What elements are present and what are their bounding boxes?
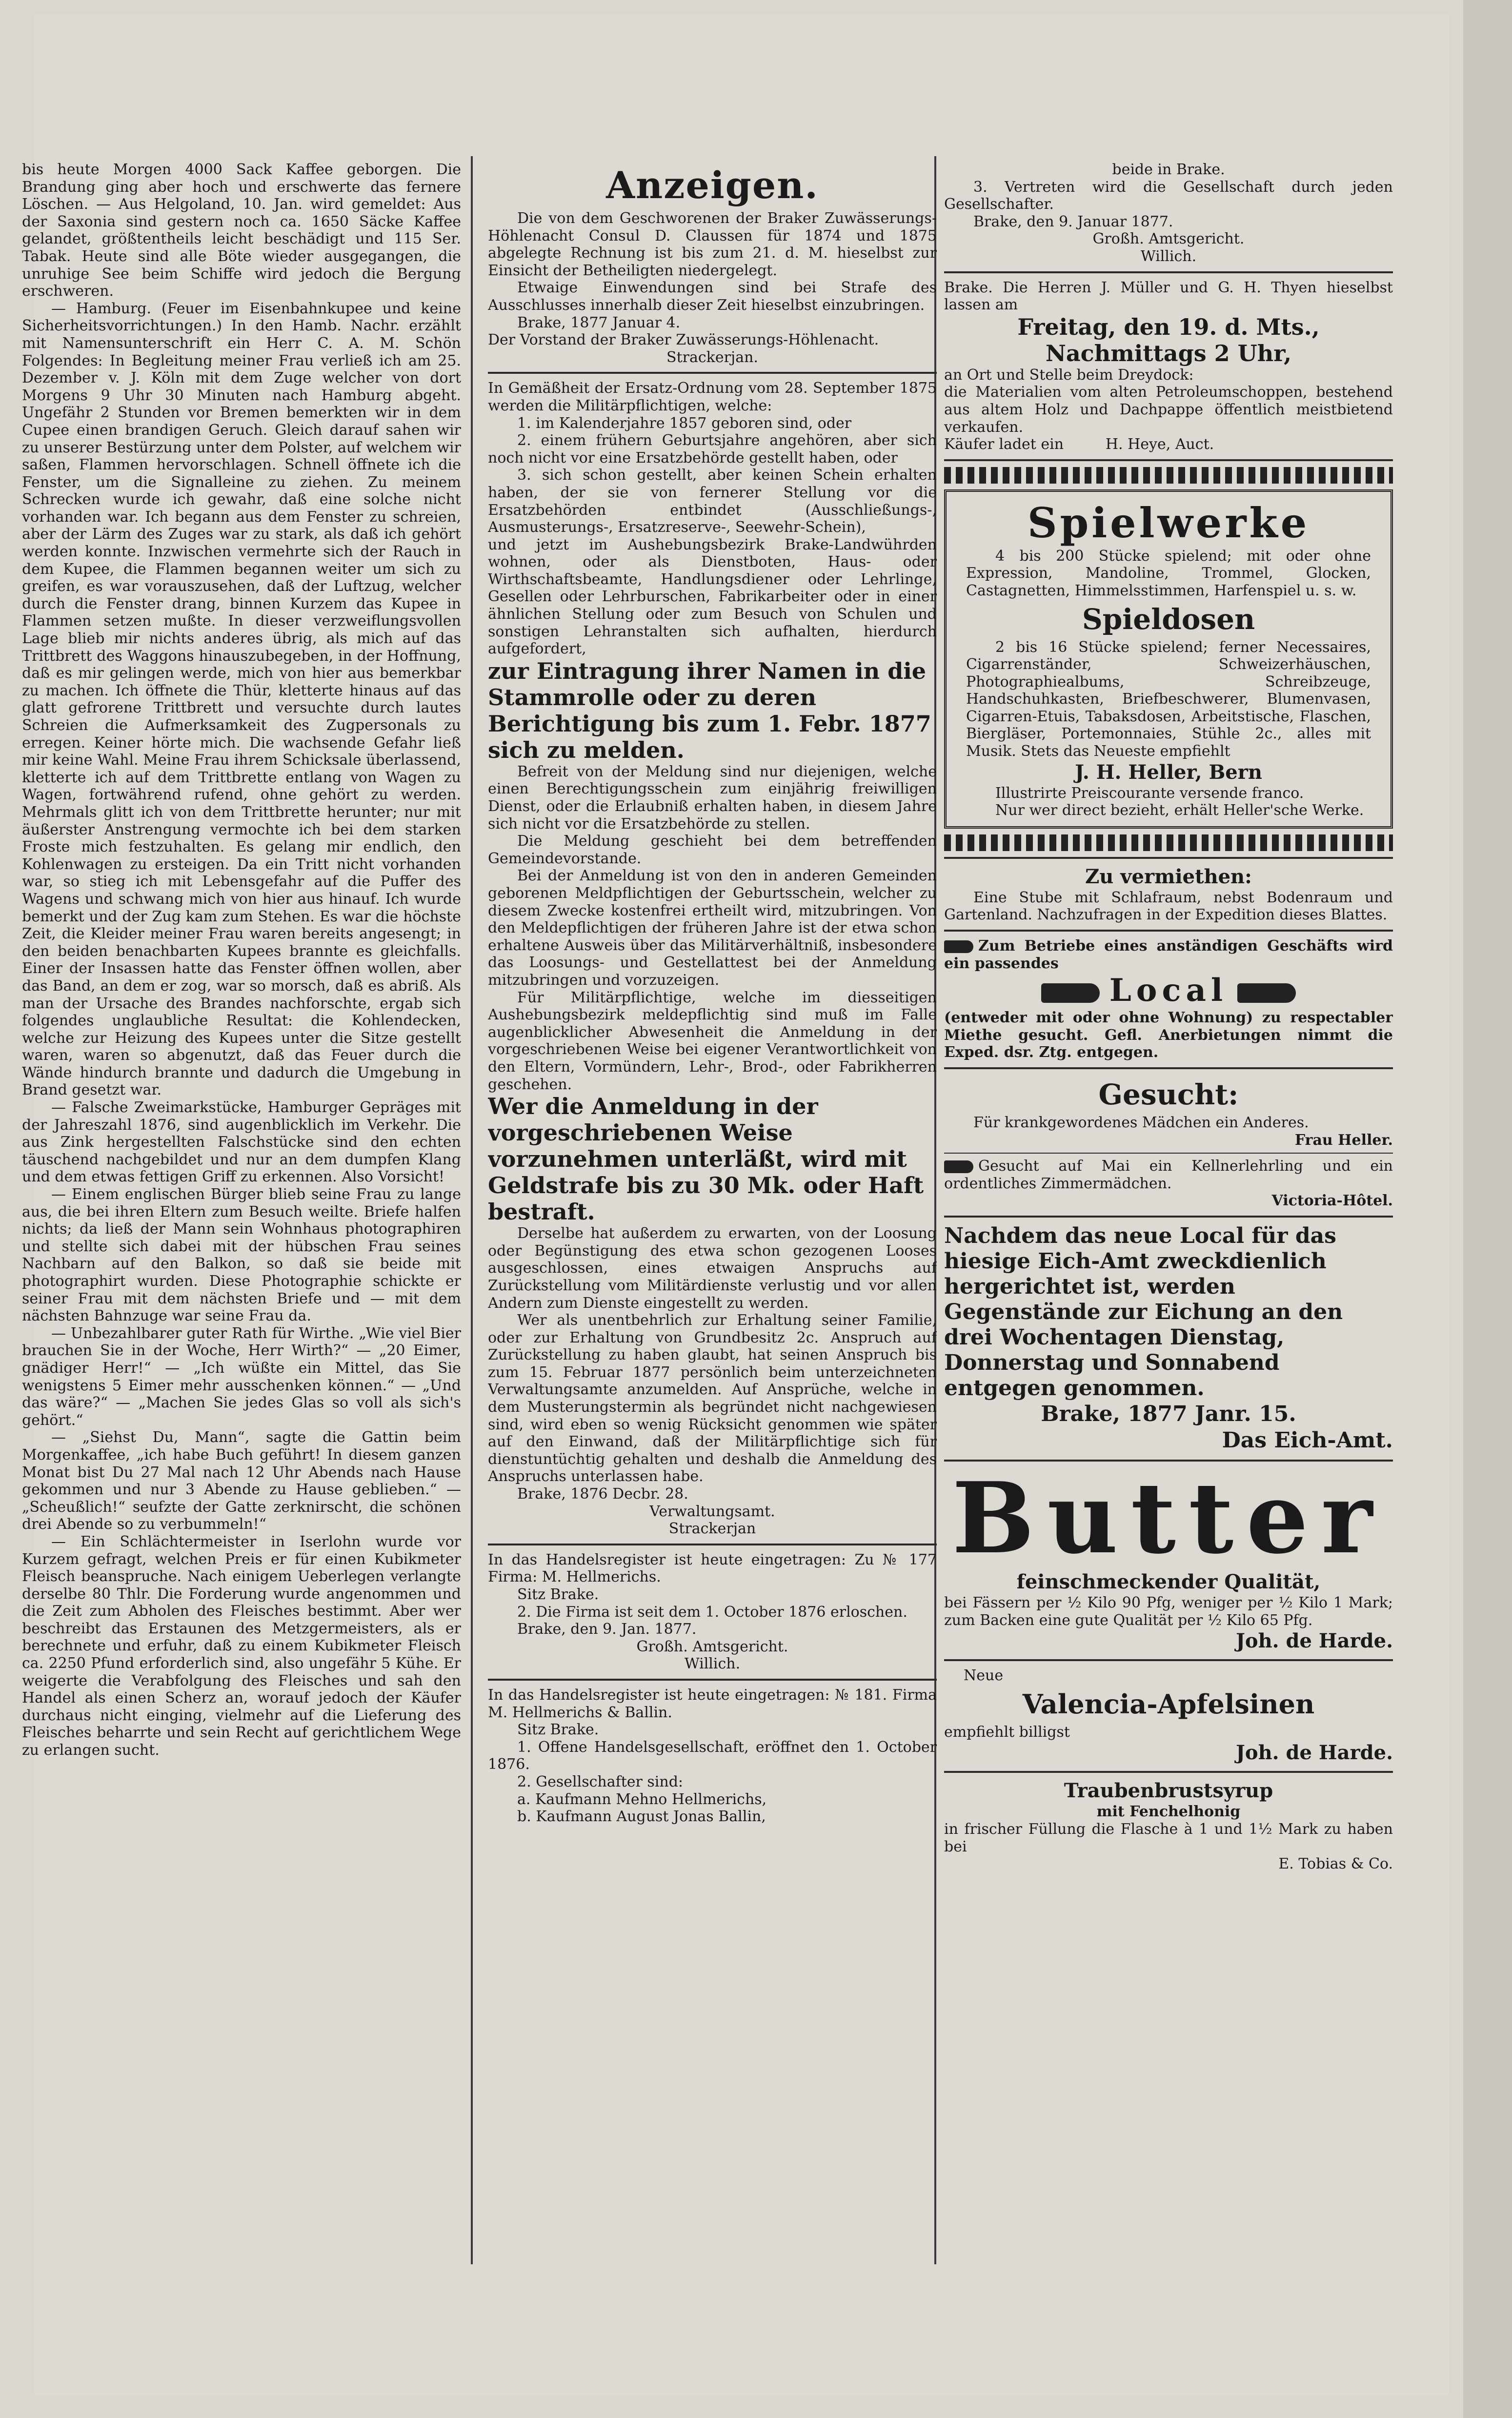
- local-word: Local: [1109, 972, 1228, 1009]
- auction-signature: H. Heye, Auct.: [1105, 436, 1214, 453]
- ad-text: Eine Stube mit Schlafraum, nebst Bodenraum und Gartenland. Nachzufragen in der Expedition dieses Blattes.: [944, 889, 1393, 924]
- ad-text: Illustrirte Preiscourante versende franco.: [995, 784, 1304, 802]
- ad-text: (entweder mit oder ohne Wohnung) zu respectabler Miethe gesucht. Gefl. Anerbietungen nimmt die Exped. dsr. Ztg. entgegen.: [944, 1009, 1393, 1061]
- divider: [944, 1153, 1393, 1154]
- ad-text: bei Fässern per ½ Kilo 90 Pfg, weniger per ½ Kilo 1 Mark; zum Backen eine gute Qualität per ½ Kilo 65 Pfg.: [944, 1594, 1393, 1629]
- notice-item: 2. einem frühern Geburtsjahre angehören, aber sich noch nicht vor eine Ersatzbehörde gestellt haben, oder: [488, 432, 937, 467]
- divider: [488, 1679, 937, 1681]
- notice-text: Befreit von der Meldung sind nur diejenigen, welche einen Berechtigungsschein zum einjährig freiwilligen Dienst, oder die Erlaubniß erhalten haben, in diesem Jahre sich nicht vor die Ersatzbehörde zu stellen.: [488, 763, 937, 833]
- spielwerke-ad: [944, 489, 1393, 829]
- news-column: [22, 161, 461, 2259]
- notice-item: b. Kaufmann August Jonas Ballin,: [517, 1808, 766, 1826]
- ad-text: in frischer Füllung die Flasche à 1 und 1½ Mark zu haben bei: [944, 1820, 1393, 1855]
- notice-item: 2. Die Firma ist seit dem 1. October 1876 erloschen.: [517, 1603, 907, 1621]
- notice-text: Bei der Anmeldung ist von den in anderen Gemeinden geborenen Meldpflichtigen der Geburtsschein, welcher zu diesem Zwecke kostenfrei ertheilt wird, mitzubringen. Von den Meldepflichtigen der früheren Jahre ist der etwa schon erhaltene Ausweis über das Militärverhältniß, insbesondere das Loosungs- und Gestellattest bei der Anmeldung mitzubringen und vorzuzeigen.: [488, 867, 937, 989]
- notice-text: In Gemäßheit der Ersatz-Ordnung vom 28. September 1875 werden die Militärpflichtigen, welche:: [488, 380, 937, 414]
- ads-column-middle: [488, 161, 937, 2308]
- notice-text: Wer als unentbehrlich zur Erhaltung seiner Familie, oder zur Erhaltung von Grundbesitz 2c. Anspruch auf Zurückstellung zu haben glaubt, hat seinen Anspruch bis zum 15. Februar 1877 persönlich beim unterzeichneten Verwaltungsamte anzumelden. Auf Ansprüche, welche in dem Musterungstermin als begründet nicht nachgewiesen sind, wird eben so wenig Rücksicht genommen wie später auf den Einwand, daß der Militärpflichtige sich für dienstuntüchtig gehalten und deshalb die Anmeldung des Anspruchs unterlassen habe.: [488, 1312, 937, 1485]
- notice-text: In das Handelsregister ist heute eingetragen: Zu № 177 Firma: M. Hellmerichs.: [488, 1551, 937, 1586]
- notice-text: Derselbe hat außerdem zu erwarten, von der Loosung oder Begünstigung des etwa schon gezogenen Looses ausgeschlossen, eines etwaigen Anspruchs auf Zurückstellung vom Militärdienste verlustig und vor allen Andern zum Dienste eingestellt zu werden.: [488, 1225, 937, 1312]
- page-edge: [1463, 0, 1512, 2418]
- notice-signature: Strackerjan.: [666, 348, 758, 366]
- notice-text: Die Meldung geschieht bei dem betreffenden Gemeindevorstande.: [488, 833, 937, 867]
- news-paragraph: — Falsche Zweimarkstücke, Hamburger Gepräges mit der Jahreszahl 1876, sind augenblicklich im Verkehr. Die aus Zink hergestellten Falschstücke sind den echten täuschend nachgebildet und nur an dem dumpfen Klang und dem etwas fettigen Griff zu erkennen. Also Vorsicht!: [22, 1099, 461, 1186]
- divider: [944, 1659, 1393, 1661]
- divider: [944, 1067, 1393, 1069]
- ad-title: Gesucht:: [1098, 1078, 1239, 1111]
- ad-title: Spieldosen: [1082, 602, 1255, 636]
- ad-signature: E. Tobias & Co.: [1278, 1855, 1393, 1873]
- ads-column-right: [944, 161, 1393, 2308]
- notice-date: Brake, den 9. Jan. 1877.: [517, 1621, 697, 1638]
- local-word-row: [944, 972, 1393, 1009]
- news-paragraph: — Ein Schlächtermeister in Iserlohn wurde vor Kurzem gefragt, welchen Preis er für einen Kubikmeter Fleisch beanspruche. Nach einigem Ueberlegen verlangte derselbe 80 Thlr. Die Forderung wurde angenommen und die Zeit zum Abholen des Fleisches bestimmt. Aber wer beschreibt das Erstaunen des Metzgermeisters, als er berechnete und erfuhr, daß zu einem Kubikmeter Fleisch ca. 2250 Pfund erforderlich sind, also ungefähr 5 Kühe. Er weigerte die Verabfolgung des Fleisches und sah den Handel als einen Scherz an, worauf jedoch der Käufer durchaus nicht einging, vielmehr auf die Lieferung des Fleisches beharrte und sein Recht auf gerichtlichem Wege zu erlangen sucht.: [22, 1533, 461, 1759]
- column-rule: [471, 156, 473, 2264]
- ad-title: Valencia-Apfelsinen: [1022, 1688, 1315, 1720]
- notice-text: In das Handelsregister ist heute eingetragen: № 181. Firma M. Hellmerichs & Ballin.: [488, 1686, 937, 1721]
- ad-firm: J. H. Heller, Bern: [1075, 760, 1262, 784]
- notice-date: Brake, den 9. Januar 1877.: [973, 213, 1173, 230]
- pointing-hand-icon: [944, 1160, 973, 1173]
- ad-text: Nur wer direct bezieht, erhält Heller'sche Werke.: [995, 802, 1364, 819]
- notice-signature: Strackerjan: [668, 1520, 756, 1538]
- ad-signature: Das Eich-Amt.: [1222, 1427, 1393, 1453]
- notice-signature: Der Vorstand der Braker Zuwässerungs-Höhlenacht.: [488, 331, 879, 349]
- ad-signature: Frau Heller.: [1294, 1131, 1393, 1149]
- ad-signature: Victoria-Hôtel.: [1271, 1192, 1393, 1210]
- auction-text: die Materialien vom alten Petroleumschoppen, bestehend aus altem Holz und Dachpappe öffentlich meistbietend verkaufen.: [944, 384, 1393, 436]
- ad-title: Spielwerke: [1027, 498, 1310, 547]
- ad-subtitle: feinschmeckender Qualität,: [1016, 1570, 1321, 1593]
- news-paragraph: — Einem englischen Bürger blieb seine Frau zu lange aus, die bei ihren Eltern zum Besuch weilte. Briefe halfen nichts; da ließ der Mann sein Wohnhaus photographiren und stellte sich dabei mit der hübschen Frau seines Nachbarn auf den Balkon, so daß sie beide mit photographirt wurden. Diese Photographie schickte er seiner Frau mit dem nächsten Briefe und — mit dem nächsten Bahnzuge war seine Frau da.: [22, 1186, 461, 1325]
- divider: [944, 459, 1393, 461]
- notice-item: 1. Offene Handelsgesellschaft, eröffnet den 1. October 1876.: [488, 1738, 937, 1773]
- auction-invite: Käufer ladet ein: [944, 436, 1064, 453]
- news-paragraph: — „Siehst Du, Mann“, sagte die Gattin beim Morgenkaffee, „ich habe Buch geführt! In diesem ganzen Monat bist Du 27 Mal nach 12 Uhr Abends nach Hause gekommen und nur 3 Abende zu Hause geblieben.“ — „Scheußlich!“ seufzte der Gatte zerknirscht, die schönen drei Abende so zu verbummeln!“: [22, 1429, 461, 1533]
- news-paragraph: — Unbezahlbarer guter Rath für Wirthe. „Wie viel Bier brauchen Sie in der Woche, Herr Wirth?“ — „20 Eimer, gnädiger Herr!“ — „Ich wüßte ein Mittel, das Sie wenigstens 5 Eimer mehr ausschenken können.“ — „Und das wäre?“ — „Machen Sie jedes Glas so voll als sich's gehört.“: [22, 1324, 461, 1429]
- section-heading: Anzeigen.: [606, 163, 819, 207]
- notice-date: Brake, 1877 Januar 4.: [517, 314, 681, 331]
- ad-date: Brake, 1877 Janr. 15.: [1041, 1401, 1296, 1426]
- ad-text: 4 bis 200 Stücke spielend; mit oder ohne Expression, Mandoline, Trommel, Glocken, Castagnetten, Himmelsstimmen, Harfenspiel u. s. w.: [966, 547, 1371, 599]
- local-intro: Zum Betriebe eines anständigen Geschäfts wird ein passendes: [944, 937, 1393, 972]
- ad-text: [944, 937, 1393, 972]
- ad-text: empfiehlt billigst: [944, 1723, 1070, 1741]
- notice-signature: Großh. Amtsgericht.: [1092, 230, 1245, 248]
- ornament-border: [944, 467, 1393, 484]
- notice-item: a. Kaufmann Mehno Hellmerichs,: [517, 1790, 767, 1808]
- notice-signature: Willich.: [684, 1655, 741, 1673]
- notice-item: 3. sich schon gestellt, aber keinen Schein erhalten haben, der sie von fernerer Stellung vor die Ersatzbehörden entbindet (Ausschließungs-, Ausmusterungs-, Ersatzreserve-, Seewehr-Schein),: [488, 467, 937, 536]
- auction-text: Brake. Die Herren J. Müller und G. H. Thyen hieselbst lassen am: [944, 279, 1393, 314]
- divider: [488, 1544, 937, 1545]
- ad-text: Neue: [964, 1667, 1004, 1685]
- pointing-hand-icon: [944, 940, 973, 953]
- news-paragraph: — Hamburg. (Feuer im Eisenbahnkupee und keine Sicherheitsvorrichtungen.) In den Hamb. Nachr. erzählt mit Namensunterschrift ein Herr C. A. M. Schön Folgendes: In Begleitung meiner Frau verließ ich am 25. Dezember v. J. Köln mit dem Zuge welcher von dort Morgens 9 Uhr 30 Minuten nach Hamburg abgeht. Ungefähr 2 Stunden vor Bremen bemerkten wir in dem Cupee einen brandigen Geruch. Gleich darauf sahen wir zu unserer Bestürzung unter dem Polster, auf welchem wir saßen, Flammen hervorschlagen. Schnell öffnete ich die Fenster, um die Signalleine zu ziehen. Zu meinem Schrecken wurde ich gewahr, daß eine solche nicht vorhanden war. Ich begann aus dem Fenster zu schreien, aber der Lärm des Zuges war zu stark, als daß ich gehört werden konnte. Inzwischen vermehrte sich der Rauch in dem Kupee, die Flammen begannen weiter um sich zu greifen, es war vorauszusehen, daß der Luftzug, welcher durch die Fenster drang, binnen Kurzem das Kupee in Flammen setzen mußte. In dieser verzweiflungsvollen Lage blieb mir nichts anderes übrig, als mich auf das Trittbrett des Waggons hinauszubegeben, in der Hoffnung, daß es mir gelingen werde, mich von hier aus bemerkbar zu machen. Ich öffnete die Thür, kletterte hinaus auf das glatt gefrorene Trittbrett und versuchte durch lautes Schreien die Aufmerksamkeit des Zugpersonals zu erregen. Keiner hörte mich. Die wachsende Gefahr ließ mir keine Wahl. Meine Frau ihrem Schicksale überlassend, kletterte ich auf dem Trittbrette entlang von Wagen zu Wagen, fortwährend rufend, ohne gehört zu werden. Mehrmals glitt ich von dem Trittbrette herunter; nur mit äußerster Anstrengung vermochte ich bei dem starken Froste mich festzuhalten. Es gelang mir endlich, den Kohlenwagen zu ersteigen. Da ein Tritt nicht vorhanden war, so stieg ich mit Lebensgefahr auf die Puffer des Wagens und schwang mich von hier aus hinauf. Ich wurde bemerkt und der Zug kam zum Stehen. Es war die höchste Zeit, die Kleider meiner Frau waren bereits angesengt; in den beiden benachbarten Kupees brannte es gleichfalls. Einer der Insassen hatte das Fenster öffnen wollen, aber das Band, an dem er zog, war so morsch, daß es abriß. Als man der Ursache des Brandes nachforschte, ergab sich folgendes unglaubliche Resultat: die Kohlendecken, welche zur Heizung des Kupees unter die Sitze gestellt waren, waren so abgenutzt, daß das Feuer durch die Wände hindurch brannte und dadurch die Umgebung in Brand gesetzt war.: [22, 300, 461, 1099]
- notice-text: Sitz Brake.: [517, 1586, 599, 1603]
- notice-date: Brake, 1876 Decbr. 28.: [517, 1485, 688, 1503]
- notice-text: Die von dem Geschworenen der Braker Zuwässerungs-Höhlenacht Consul D. Claussen für 1874 und 1875 abgelegte Rechnung ist bis zum 21. d. M. hieselbst zur Einsicht der Betheiligten niedergelegt.: [488, 210, 937, 279]
- notice-bold: zur Eintragung ihrer Namen in die Stammrolle oder zu deren Berichtigung bis zum 1. Febr. 1877 sich zu melden.: [488, 657, 931, 763]
- ad-text: 2 bis 16 Stücke spielend; ferner Necessaires, Cigarrenständer, Schweizerhäuschen, Photographiealbums, Schreibzeuge, Handschuhkasten, Briefbeschwerer, Blumenvasen, Cigarren-Etuis, Tabaksdosen, Arbeitstische, Flaschen, Biergläser, Portemonnaies, Stühle 2c., alles mit Musik. Stets das Neueste empfiehlt: [966, 638, 1371, 760]
- notice-signature: Verwaltungsamt.: [649, 1503, 775, 1520]
- notice-item: 1. im Kalenderjahre 1857 geboren sind, oder: [517, 414, 852, 432]
- auction-text: an Ort und Stelle beim Dreydock:: [944, 366, 1194, 384]
- notice-signature: Willich.: [1140, 247, 1197, 265]
- notice-signature: Großh. Amtsgericht.: [636, 1638, 788, 1655]
- pointing-hand-icon: [1237, 983, 1296, 1003]
- notice-text: 3. Vertreten wird die Gesellschaft durch jeden Gesellschafter.: [944, 178, 1393, 213]
- notice-bold: Wer die Anmeldung in der vorgeschriebenen Weise vorzunehmen unterläßt, wird mit Geldstrafe bis zu 30 Mk. oder Haft bestraft.: [488, 1093, 924, 1225]
- divider: [944, 271, 1393, 273]
- auction-date: Freitag, den 19. d. Mts., Nachmittags 2 Uhr,: [1017, 313, 1320, 366]
- notice-text: Etwaige Einwendungen sind bei Strafe des Ausschlusses innerhalb dieser Zeit hieselbst einzubringen.: [488, 279, 937, 314]
- pointing-hand-icon: [1041, 983, 1100, 1003]
- divider: [944, 1771, 1393, 1773]
- divider: [944, 1216, 1393, 1218]
- divider: [944, 857, 1393, 859]
- ad-signature: Joh. de Harde.: [1235, 1629, 1393, 1653]
- news-paragraph: bis heute Morgen 4000 Sack Kaffee geborgen. Die Brandung ging aber hoch und erschwerte das fernere Löschen. — Aus Helgoland, 10. Jan. wird gemeldet: Aus der Saxonia sind gestern noch ca. 1650 Säcke Kaffee gelandet, größtentheils leicht beschädigt und 115 Ser. Tabak. Heute sind alle Böte wieder ausgegangen, die unruhige See beim Schiffe wird jedoch die Bergung erschweren.: [22, 161, 461, 300]
- ad-title: Traubenbrustsyrup: [1064, 1779, 1273, 1803]
- auction-text: [944, 436, 1393, 453]
- ad-text: Für krankgewordenes Mädchen ein Anderes.: [973, 1114, 1309, 1131]
- notice-text: Für Militärpflichtige, welche im diesseitigen Aushebungsbezirk meldepflichtig sind muß im Falle augenblicklicher Abwesenheit die Anmeldung in der vorgeschriebenen Weise bei eigener Verantwortlichkeit von den Eltern, Vormündern, Lehr-, Brod-, oder Fabrikherren geschehen.: [488, 989, 937, 1093]
- ad-text: [944, 1158, 1393, 1192]
- wanted-text: Gesucht auf Mai ein Kellnerlehrling und ein ordentliches Zimmermädchen.: [944, 1158, 1393, 1192]
- notice-text: Sitz Brake.: [517, 1721, 599, 1739]
- ad-signature: Joh. de Harde.: [1235, 1741, 1393, 1765]
- notice-item: 2. Gesellschafter sind:: [517, 1773, 684, 1790]
- ad-text: Nachdem das neue Local für das hiesige Eich-Amt zweckdienlich hergerichtet ist, werden Gegenstände zur Eichung an den drei Wochentagen Dienstag, Donnerstag und Sonnabend entgegen genommen.: [944, 1223, 1343, 1401]
- notice-text: und jetzt im Aushebungsbezirk Brake-Landwührden wohnen, oder als Dienstboten, Haus- oder Wirthschaftsbeamte, Handlungsdiener oder Lehrlinge, Gesellen oder Lehrburschen, Fabrikarbeiter oder in einer ähnlichen Stellung oder zum Besuch von Schulen und sonstigen Lehranstalten sich aufhalten, hierdurch aufgefordert,: [488, 536, 937, 658]
- divider: [488, 372, 937, 374]
- divider: [944, 930, 1393, 932]
- notice-text: beide in Brake.: [1112, 161, 1225, 178]
- ad-title: Zu vermiethen:: [1085, 865, 1252, 888]
- ad-subtitle: mit Fenchelhonig: [1096, 1803, 1241, 1821]
- butter-title: Butter: [952, 1461, 1385, 1576]
- ornament-border: [944, 834, 1393, 851]
